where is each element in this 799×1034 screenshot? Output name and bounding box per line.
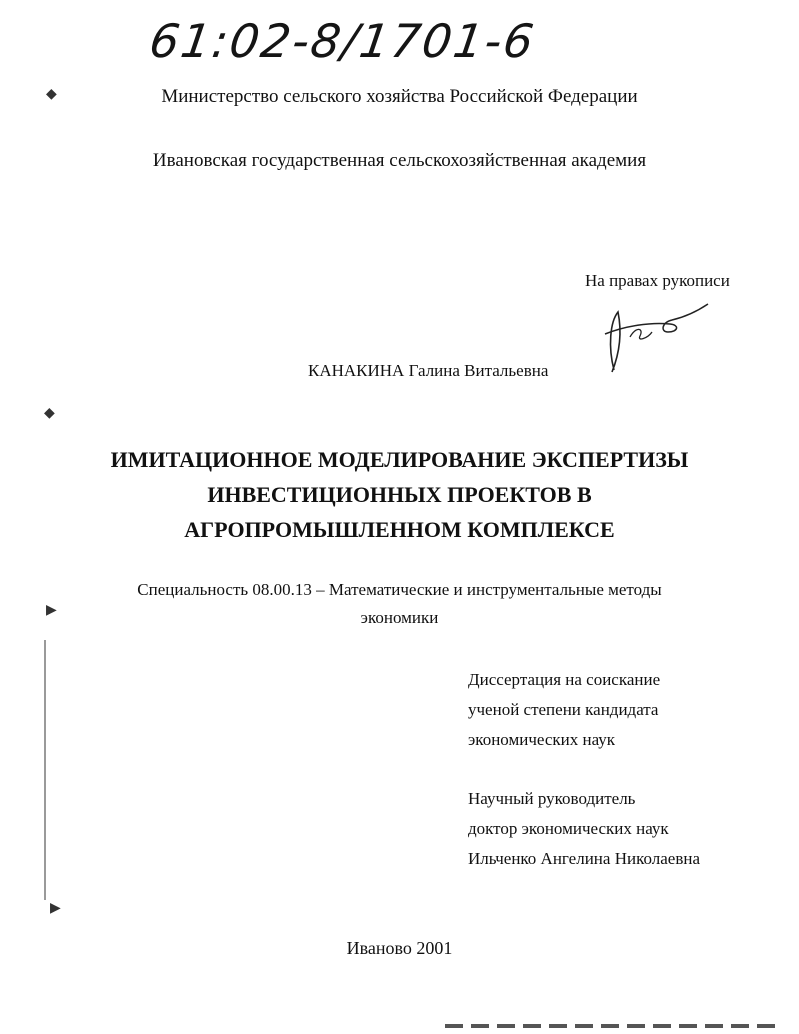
signature-icon (600, 292, 710, 377)
specialty-line-2: экономики (360, 608, 439, 627)
dissertation-line-3: экономических наук (468, 730, 616, 749)
dissertation-line-2: ученой степени кандидата (468, 700, 659, 719)
title-line-3: АГРОПРОМЫШЛЕННОМ КОМПЛЕКСЕ (184, 517, 615, 542)
title-line-2: ИНВЕСТИЦИОННЫХ ПРОЕКТОВ В (207, 482, 592, 507)
supervisor-line-1: Научный руководитель (468, 789, 636, 808)
supervisor-line-2: доктор экономических наук (468, 819, 669, 838)
city-year: Иваново 2001 (346, 938, 453, 958)
supervisor-line-3: Ильченко Ангелина Николаевна (468, 849, 700, 868)
ministry-line: Министерство сельского хозяйства Российской Федерации (161, 86, 638, 107)
specialty-line-1: Специальность 08.00.13 – Математические и инструментальные методы (137, 580, 662, 599)
scan-mark-icon: ◆ (46, 87, 57, 102)
scan-artifact-bar (445, 1024, 780, 1028)
rights-note: На правах рукописи (585, 271, 730, 290)
scan-mark-icon: ▶ (46, 603, 57, 618)
author-name: КАНАКИНА Галина Витальевна (308, 361, 549, 380)
academy-line: Ивановская государственная сельскохозяйственная академия (152, 150, 647, 171)
title-line-1: ИМИТАЦИОННОЕ МОДЕЛИРОВАНИЕ ЭКСПЕРТИЗЫ (110, 447, 689, 472)
archive-code-handwritten: 61:02-8/1701-6 (146, 14, 539, 68)
scan-mark-icon: ◆ (44, 406, 55, 421)
scan-edge-line (44, 640, 46, 900)
dissertation-line-1: Диссертация на соискание (468, 670, 661, 689)
scan-mark-icon: ▶ (50, 901, 61, 916)
